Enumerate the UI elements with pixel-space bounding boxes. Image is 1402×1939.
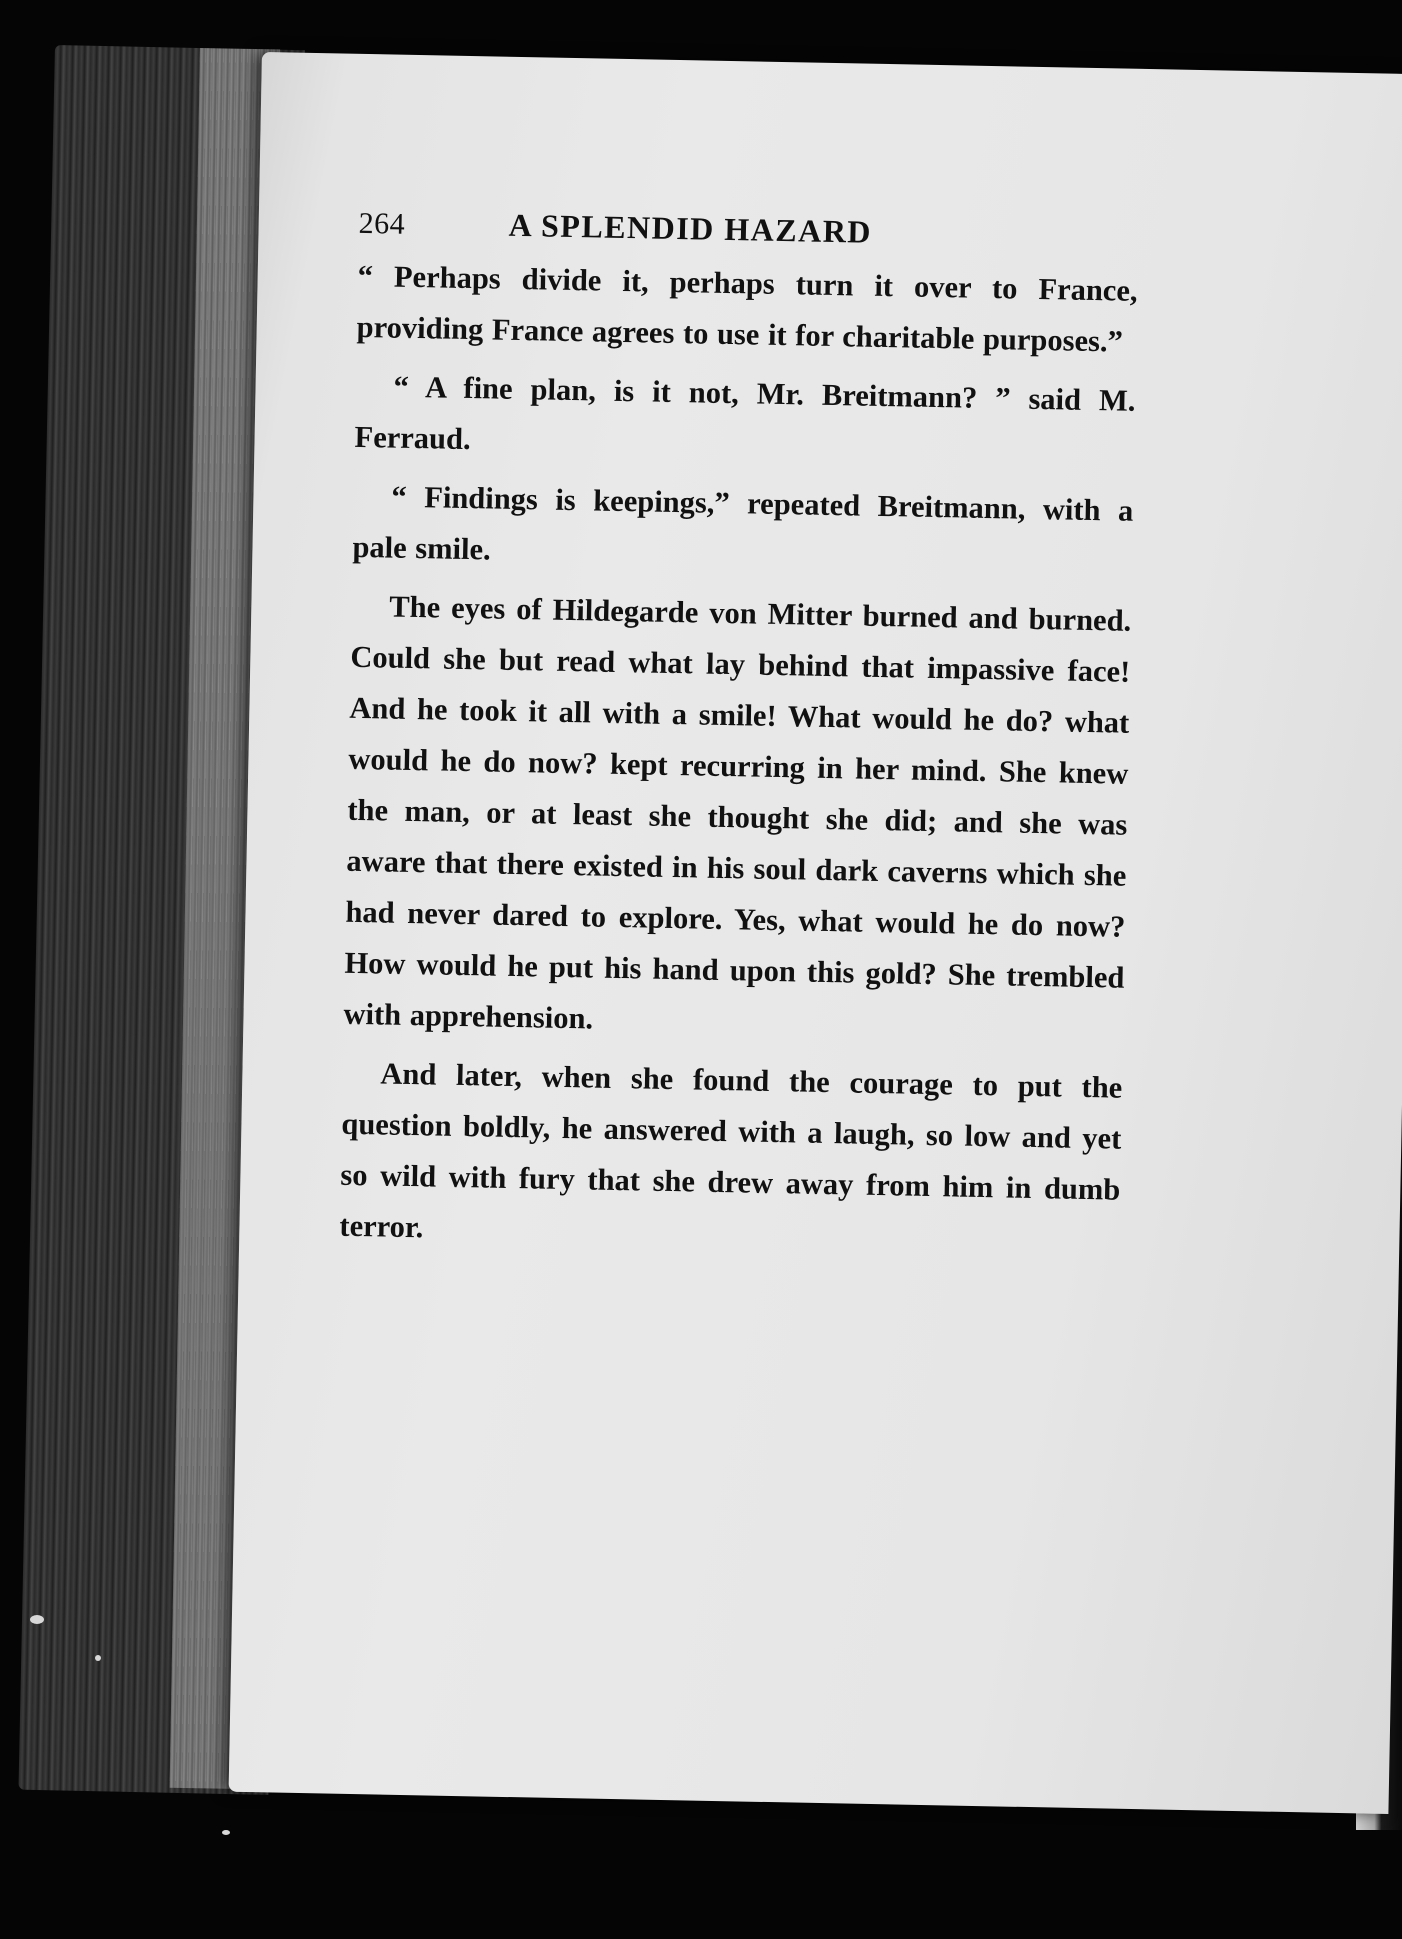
book-page bbox=[229, 52, 1402, 1814]
book-title: A SPLENDID HAZARD bbox=[508, 206, 873, 250]
page-number: 264 bbox=[358, 206, 406, 241]
running-head bbox=[358, 204, 1139, 256]
dust-speck bbox=[30, 1615, 44, 1624]
dust-speck bbox=[222, 1830, 230, 1835]
paragraph: “ Findings is keepings,” repeated Breitmann, with a pale smile. bbox=[352, 479, 1134, 567]
dust-speck bbox=[95, 1655, 101, 1661]
paragraph: The eyes of Hildegarde von Mitter burned and burned. Could she but read what lay behind that impassive face! And he took it all with a smile! What would he do? what would he do now? kept recurring in her mind. She knew the man, or at least she thought she did; and she was aware that there existed in his soul dark caverns which she had never dared to explore. Yes, what would he do now? How would he put his hand upon this gold? She trembled with apprehension. bbox=[343, 589, 1132, 1036]
paragraph: “ A fine plan, is it not, Mr. Breitmann? ” said M. Ferraud. bbox=[354, 369, 1136, 457]
paragraph: And later, when she found the courage to put the question boldly, he answered with a laugh, so low and yet so wild with fury that she drew away from him in dumb terror. bbox=[339, 1056, 1123, 1245]
page-text-block bbox=[339, 204, 1139, 1267]
paragraph: “ Perhaps divide it, perhaps turn it over to France, providing France agrees to use it for charitable purposes.” bbox=[356, 258, 1138, 359]
